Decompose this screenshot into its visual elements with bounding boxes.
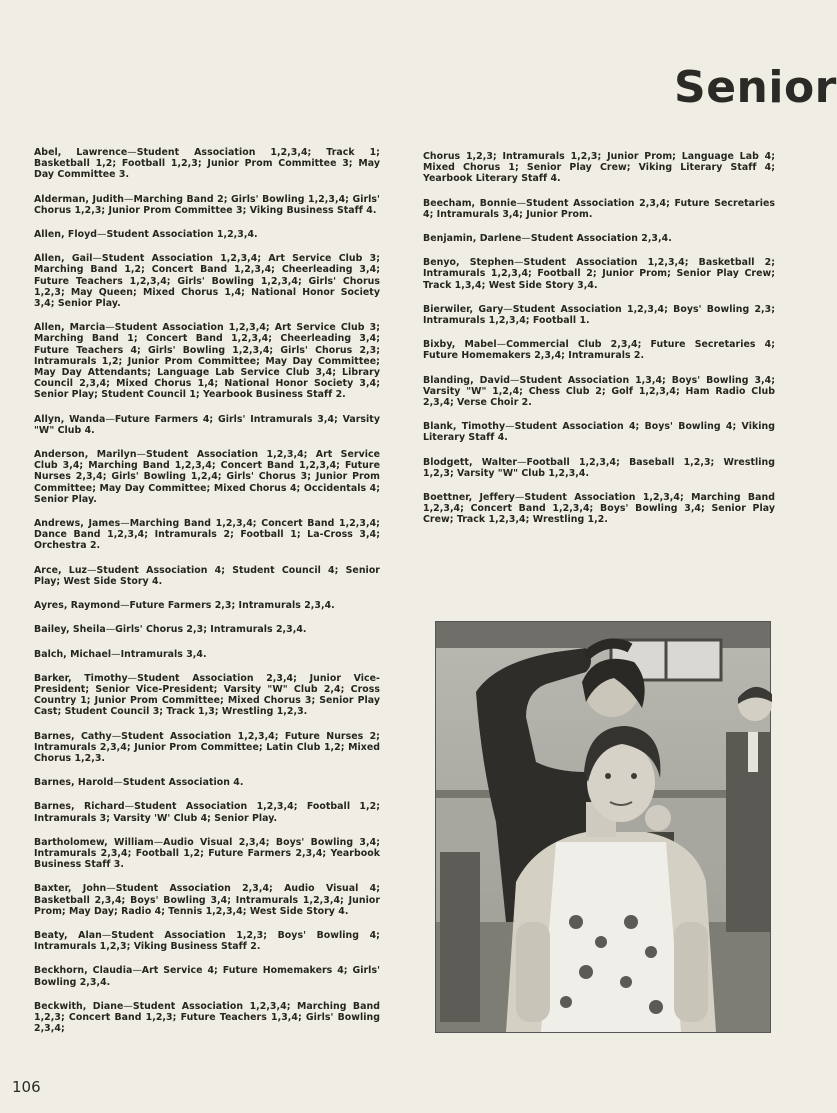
- senior-activities: Marching Band 1,2,3,4; Concert Band 1,2,3,4; Dance Band 1,2,3,4; Intramurals 2; Football 1; La-Cross 3,4; Orchestra 2.: [34, 518, 380, 552]
- senior-entry: [423, 421, 775, 443]
- senior-activities: Student Association 1,2,3,4; Boys' Bowling 2,3; Intramurals 1,2,3,4; Football 1.: [423, 303, 775, 327]
- name-separator: —: [124, 801, 135, 813]
- name-separator: —: [136, 449, 146, 461]
- name-separator: —: [127, 147, 137, 158]
- senior-name: Andrews, James: [34, 518, 121, 530]
- senior-entry: [34, 518, 380, 552]
- name-separator: —: [120, 518, 130, 530]
- name-separator: —: [105, 413, 115, 425]
- name-separator: —: [510, 374, 520, 386]
- name-separator: —: [113, 777, 123, 789]
- senior-activities: Art Service 4; Future Homemakers 4; Girls' Bowling 2,3,4.: [34, 965, 380, 988]
- senior-entry: [34, 229, 380, 240]
- senior-entry: [423, 339, 775, 361]
- senior-name: Ayres, Raymond: [34, 600, 121, 612]
- senior-activities: Football 1,2,3,4; Baseball 1,2,3; Wrestling 1,2,3; Varsity "W" Club 1,2,3,4.: [423, 456, 775, 479]
- name-separator: —: [132, 965, 142, 977]
- senior-entry: [423, 151, 775, 185]
- name-separator: —: [106, 883, 116, 895]
- senior-entry: [423, 457, 775, 479]
- senior-entry: [34, 449, 380, 505]
- name-separator: —: [87, 564, 97, 576]
- senior-name: Anderson, Marilyn: [34, 449, 137, 461]
- senior-name: Benyo, Stephen: [423, 257, 515, 269]
- senior-name: Arce, Luz: [34, 564, 88, 576]
- name-separator: —: [505, 421, 515, 433]
- senior-name: Benjamin, Darlene: [423, 233, 522, 245]
- name-separator: —: [517, 456, 527, 468]
- name-separator: —: [521, 233, 531, 245]
- senior-entry: [34, 624, 380, 635]
- senior-name: Bixby, Mabel: [423, 339, 497, 351]
- senior-entry: [34, 777, 380, 788]
- senior-entry: [423, 492, 775, 526]
- senior-name: Boettner, Jeffery: [423, 492, 515, 504]
- senior-entry: [423, 304, 775, 326]
- photo-illustration: [436, 622, 770, 1032]
- senior-entry: [423, 375, 775, 409]
- senior-photo: [436, 622, 770, 1032]
- senior-entry: [34, 322, 380, 400]
- senior-entry: [34, 414, 380, 436]
- senior-entry: [34, 600, 380, 611]
- senior-activities: Student Association 4; Student Council 4; Senior Play; West Side Story 4.: [34, 564, 380, 587]
- senior-entry: [423, 233, 775, 244]
- senior-activities: Future Farmers 2,3; Intramurals 2,3,4.: [129, 600, 335, 612]
- senior-entry: [34, 837, 380, 871]
- senior-name: Baxter, John: [34, 883, 107, 895]
- senior-activities: Student Association 1,2,3,4; Marching Band 1,2,3,4; Concert Band 1,2,3,4; Boys' Bowling 3,4; Senior Play Crew; Track 1,2,3,4; Wrestling 1,2.: [423, 492, 775, 526]
- senior-activities: Future Farmers 4; Girls' Intramurals 3,4; Varsity "W" Club 4.: [34, 413, 380, 436]
- senior-entry: [34, 883, 380, 917]
- senior-name: Barker, Timothy: [34, 672, 128, 684]
- name-separator: —: [153, 836, 164, 848]
- name-separator: —: [111, 648, 121, 660]
- senior-name: Alderman, Judith: [34, 193, 125, 205]
- senior-name: Beaty, Alan: [34, 929, 102, 941]
- senior-name: Allen, Marcia: [34, 322, 106, 334]
- senior-entry: [34, 801, 380, 823]
- senior-name: Bierwiler, Gary: [423, 303, 504, 315]
- senior-activities: Student Association 2,3,4.: [530, 233, 672, 245]
- name-separator: —: [514, 492, 525, 504]
- senior-entry: [34, 565, 380, 587]
- senior-entry: [34, 930, 380, 952]
- senior-name: Allen, Floyd: [34, 229, 98, 241]
- page-heading: Senior: [674, 62, 837, 113]
- senior-name: Barnes, Richard: [34, 801, 125, 813]
- name-separator: —: [105, 624, 116, 636]
- senior-name: Blanding, David: [423, 374, 511, 386]
- senior-name: Blank, Timothy: [423, 421, 506, 433]
- name-separator: —: [111, 730, 122, 742]
- senior-activities: Audio Visual 2,3,4; Boys' Bowling 3,4; Intramurals 2,3,4; Football 1,2; Future Farmers 2,3,4; Yearbook Business Staff 3.: [34, 836, 380, 871]
- senior-activities: Student Association 1,2,3,4; Football 1,2; Intramurals 3; Varsity 'W' Club 4; Senior Play.: [34, 801, 380, 824]
- senior-activities: Student Association 4.: [122, 777, 244, 789]
- senior-entry: [34, 1001, 380, 1035]
- senior-activities: Intramurals 3,4.: [120, 648, 207, 660]
- name-separator: —: [97, 229, 107, 241]
- senior-entry: [423, 257, 775, 291]
- senior-activities: Student Association 1,2,3,4.: [106, 229, 258, 241]
- senior-entry: [34, 731, 380, 765]
- senior-activities: Student Association 1,2,3,4; Art Service Club 3,4; Marching Band 1,2,3,4; Concert Band 1,2,3,4; Future Nurses 2,3,4; Girls' Bowling 1,2,4; Girls' Chorus 3; Junior Prom Committee; May Day Committee; Mixed Chorus 4; Occidentals 4; Senior Play.: [34, 449, 381, 505]
- senior-activities: Student Association 1,2,3,4; Marching Band 1,2,3; Concert Band 1,2,3; Future Teachers 1,3,4; Girls' Bowling 2,3,4;: [34, 1000, 380, 1035]
- senior-name: Abel, Lawrence: [34, 147, 128, 158]
- senior-activities: Student Association 2,3,4; Future Secretaries 4; Intramurals 3,4; Junior Prom.: [423, 197, 775, 220]
- senior-name: Beckhorn, Claudia: [34, 965, 133, 977]
- senior-entry: [34, 649, 380, 660]
- name-separator: —: [105, 322, 115, 334]
- senior-name: Barnes, Harold: [34, 777, 114, 789]
- senior-activities: Student Association 1,2,3,4; Art Service Club 3; Marching Band 1,2; Concert Band 1,2,3,4; Cheerleading 3,4; Future Teachers 1,2,3,4; Girls' Bowling 1,2,3,4; Girls' Chorus 1,2,3; May Queen; Mixed Chorus 1,4; National Honor Society 3,4; Senior Play.: [34, 253, 380, 310]
- senior-activities: Student Association 2,3,4; Audio Visual 4; Basketball 2,3,4; Boys' Bowling 3,4; Intramurals 1,2,3,4; Junior Prom; May Day; Radio 4; Tennis 1,2,3,4; West Side Story 4.: [34, 883, 380, 917]
- name-separator: —: [101, 929, 112, 941]
- senior-name: Bailey, Sheila: [34, 624, 106, 636]
- name-separator: —: [120, 600, 130, 612]
- senior-name: Allyn, Wanda: [34, 413, 106, 425]
- senior-activities: Student Association 2,3,4; Junior Vice-President; Senior Vice-President; Varsity "W" Club 2,4; Cross Country 1; Junior Prom Committee; Mixed Chorus 3; Senior Play Cast; Student Council 3; Track 1,3; Wrestling 1,2,3.: [34, 672, 380, 718]
- senior-activities: Student Association 1,3,4; Boys' Bowling 3,4; Varsity "W" 1,2,4; Chess Club 2; Golf 1,2,3,4; Ham Radio Club 2,3,4; Verse Choir 2.: [423, 374, 775, 409]
- name-separator: —: [516, 197, 527, 209]
- name-separator: —: [123, 1000, 133, 1012]
- name-separator: —: [503, 303, 513, 315]
- senior-entry: [34, 147, 380, 181]
- senior-name: Balch, Michael: [34, 648, 112, 660]
- senior-activities: Girls' Chorus 2,3; Intramurals 2,3,4.: [115, 624, 307, 636]
- senior-name: Blodgett, Walter: [423, 456, 518, 468]
- senior-list-right-column: [423, 151, 775, 539]
- senior-entry: [34, 253, 380, 309]
- senior-name: Allen, Gail: [34, 253, 93, 265]
- senior-name: Barnes, Cathy: [34, 730, 112, 742]
- senior-activities: Marching Band 2; Girls' Bowling 1,2,3,4; Girls' Chorus 1,2,3; Junior Prom Committee 3; Viking Business Staff 4.: [34, 193, 380, 216]
- senior-activities: Student Association 1,2,3; Boys' Bowling 4; Intramurals 1,2,3; Viking Business Staff 2.: [34, 929, 380, 953]
- senior-entry: [34, 965, 380, 987]
- name-separator: —: [127, 672, 138, 684]
- senior-entry: [34, 673, 380, 718]
- senior-activities: Chorus 1,2,3; Intramurals 1,2,3; Junior Prom; Language Lab 4; Mixed Chorus 1; Senior Play Crew; Viking Literary Staff 4; Yearbook Literary Staff 4.: [423, 151, 775, 185]
- senior-activities: Student Association 1,2,3,4; Basketball 2; Intramurals 1,2,3,4; Football 2; Junior Prom; Senior Play Crew; Track 1,3,4; West Side Story 3,4.: [423, 257, 775, 291]
- senior-name: Beckwith, Diane: [34, 1000, 124, 1012]
- senior-activities: Student Association 4; Boys' Bowling 4; Viking Literary Staff 4.: [423, 421, 775, 444]
- page-number: 106: [12, 1078, 41, 1096]
- senior-activities: Student Association 1,2,3,4; Art Service Club 3; Marching Band 1; Concert Band 1,2,3,4; Cheerleading 3,4; Future Teachers 4; Girls' Bowling 1,2,3,4; Girls' Chorus 2,3; Intramurals 1,2; Junior Prom Committee; May Day Committee; May Day Attendants; Language Lab Service Club 3,4; Library Council 2,3,4; Mixed Chorus 1,4; National Honor Society 3,4; Senior Play; Student Council 1; Yearbook Business Staff 2.: [34, 322, 380, 401]
- senior-activities: Student Association 1,2,3,4; Track 1; Basketball 1,2; Football 1,2,3; Junior Prom Committee 3; May Day Committee 3.: [34, 147, 380, 181]
- name-separator: —: [124, 193, 134, 205]
- senior-entry: [423, 198, 775, 220]
- senior-list-left-column: [34, 147, 380, 1047]
- senior-name: Beecham, Bonnie: [423, 197, 517, 209]
- name-separator: —: [496, 339, 507, 351]
- name-separator: —: [514, 257, 524, 269]
- name-separator: —: [92, 253, 102, 265]
- senior-activities: Student Association 1,2,3,4; Future Nurses 2; Intramurals 2,3,4; Junior Prom Committee; Latin Club 1,2; Mixed Chorus 1,2,3.: [34, 730, 380, 764]
- senior-entry: [34, 194, 380, 216]
- senior-name: Bartholomew, William: [34, 836, 154, 848]
- senior-activities: Commercial Club 2,3,4; Future Secretaries 4; Future Homemakers 2,3,4; Intramurals 2.: [423, 339, 775, 362]
